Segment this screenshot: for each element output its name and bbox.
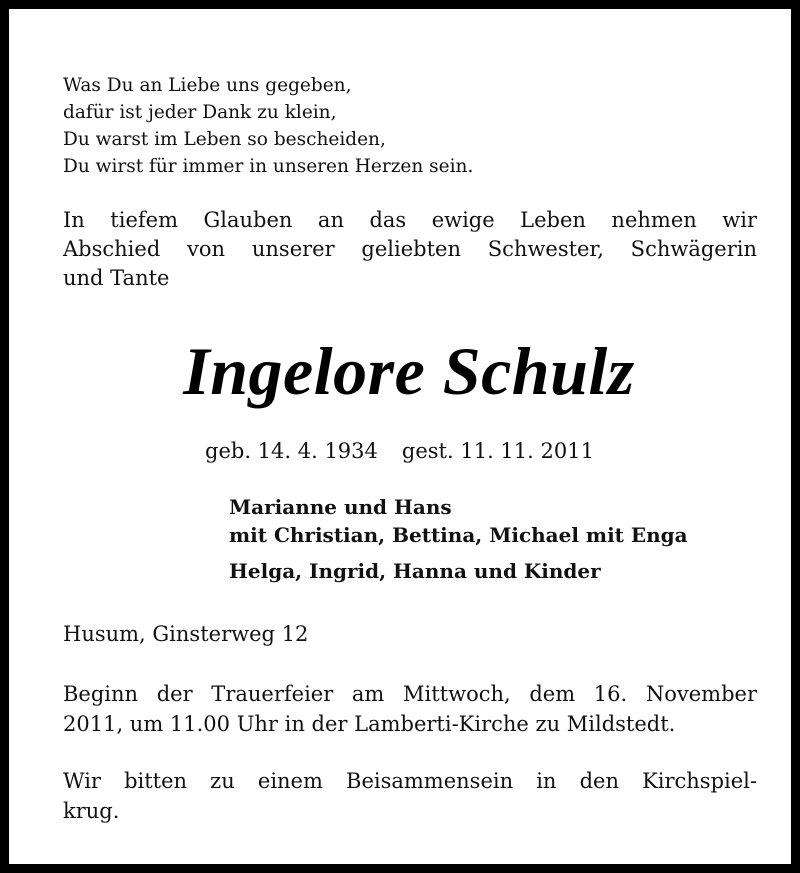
invitation-line: Wir bitten zu einem Beisammensein in den Kirchspiel- [63,769,757,793]
gathering-invitation [63,766,757,826]
death-date: gest. 11. 11. 2011 [401,439,594,463]
family-address: Husum, Ginsterweg 12 [63,622,309,646]
mourner-line: Marianne und Hans [229,495,452,519]
service-line: 2011, um 11.00 Uhr in der Lamberti-Kirche zu Mildstedt. [63,712,676,736]
mourners-list [229,493,688,585]
deceased-name: Ingelore Schulz [183,333,635,409]
invitation-line: krug. [63,799,120,823]
poem-line: Du wirst für immer in unseren Herzen sein. [63,156,474,177]
life-dates [205,436,594,466]
farewell-line: In tiefem Glauben an das ewige Leben nehmen wir [63,208,757,232]
poem-line: Du warst im Leben so bescheiden, [63,129,386,150]
service-line: Beginn der Trauerfeier am Mittwoch, dem 16. November [63,682,757,706]
mourner-line: mit Christian, Bettina, Michael mit Enga [229,523,688,547]
mourner-line: Helga, Ingrid, Hanna und Kinder [229,559,601,583]
farewell-line: und Tante [63,266,170,290]
farewell-text [63,206,757,293]
funeral-service-info [63,679,757,739]
poem-line: dafür ist jeder Dank zu klein, [63,102,337,123]
memorial-poem [63,72,473,180]
poem-line: Was Du an Liebe uns gegeben, [63,75,352,96]
birth-date: geb. 14. 4. 1934 [205,439,378,463]
farewell-line: Abschied von unserer geliebten Schwester, Schwägerin [63,237,757,261]
